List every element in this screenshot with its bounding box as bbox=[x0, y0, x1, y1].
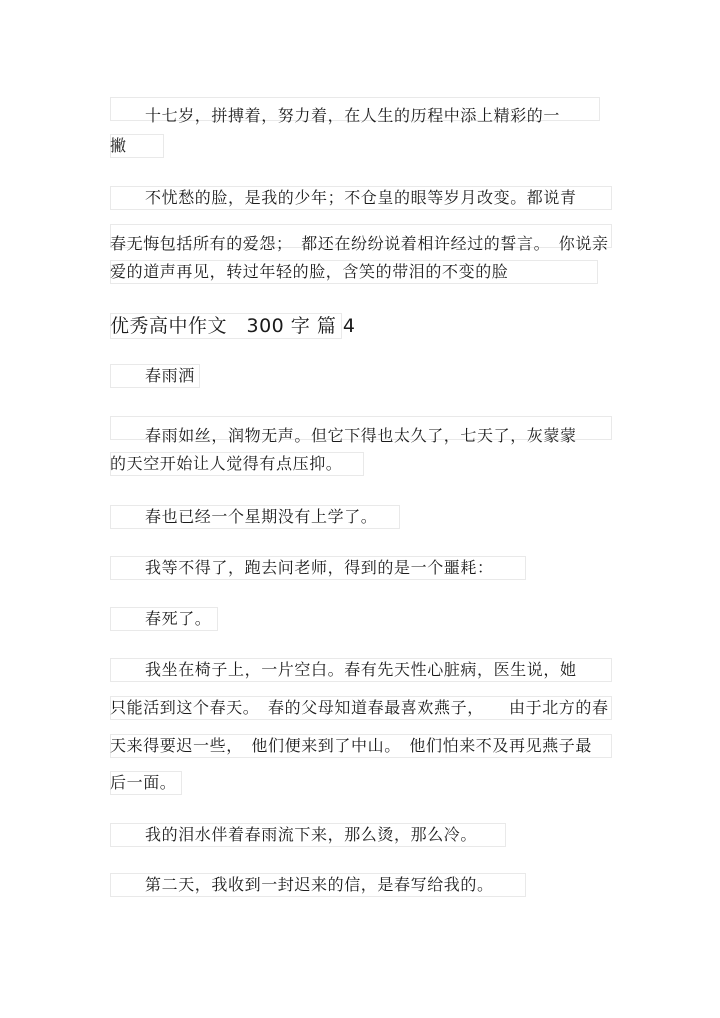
paragraph-line: 十七岁，拼搏着，努力着，在人生的历程中添上精彩的一 bbox=[145, 106, 561, 125]
paragraph-line: 爱的道声再见，转过年轻的脸，含笑的带泪的不变的脸 bbox=[110, 262, 509, 281]
paragraph-line: 撇 bbox=[110, 136, 127, 155]
paragraph-line: 不忧愁的脸，是我的少年；不仓皇的眼等岁月改变。都说青 bbox=[145, 188, 577, 207]
paragraph-line: 第二天，我收到一封迟来的信，是春写给我的。 bbox=[145, 875, 494, 894]
paragraph-line: 天来得要迟一些， 他们便来到了中山。 他们怕来不及再见燕子最 bbox=[110, 736, 593, 755]
paragraph-line: 春也已经一个星期没有上学了。 bbox=[145, 507, 378, 526]
paragraph-line: 春雨如丝，润物无声。但它下得也太久了，七天了，灰蒙蒙 bbox=[145, 426, 577, 445]
paragraph-line: 春死了。 bbox=[145, 609, 212, 628]
section-heading: 优秀高中作文 300 字 篇 4 bbox=[110, 315, 356, 337]
paragraph-line: 春无悔包括所有的爱怨； 都还在纷纷说着相许经过的誓言。 你说亲 bbox=[110, 234, 609, 253]
paragraph-line: 后一面。 bbox=[110, 773, 177, 792]
paragraph-line: 我等不得了，跑去问老师，得到的是一个噩耗： bbox=[145, 558, 494, 577]
essay-title: 春雨洒 bbox=[145, 366, 195, 385]
paragraph-line: 只能活到这个春天。 春的父母知道春最喜欢燕子， 由于北方的春 bbox=[110, 698, 609, 717]
paragraph-line: 我的泪水伴着春雨流下来，那么烫，那么冷。 bbox=[145, 825, 478, 844]
paragraph-line: 的天空开始让人觉得有点压抑。 bbox=[110, 454, 343, 473]
paragraph-line: 我坐在椅子上，一片空白。春有先天性心脏病，医生说，她 bbox=[145, 660, 577, 679]
